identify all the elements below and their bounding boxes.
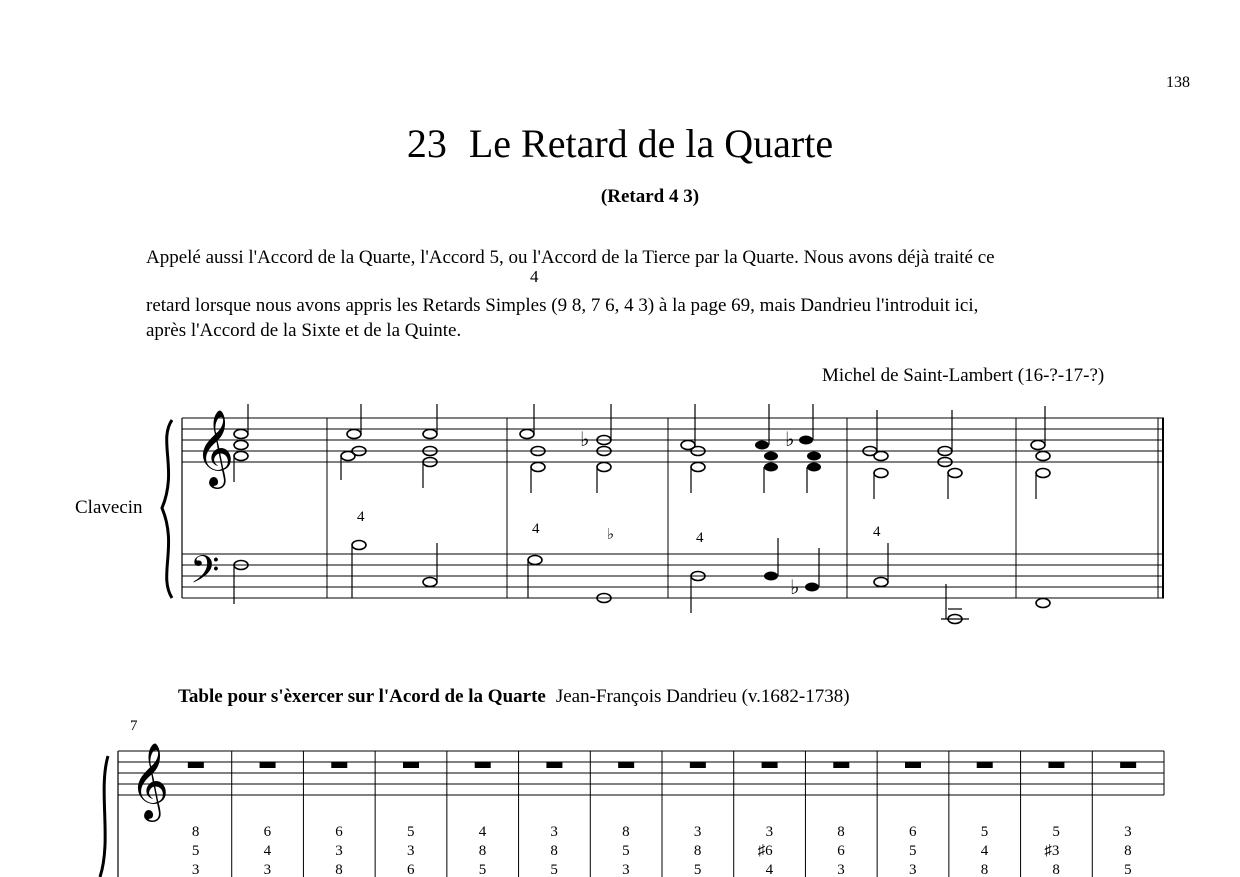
instrument-label: Clavecin [75,497,143,518]
figure-digit: 4 [980,843,989,859]
figure-digit: ♯3 [1044,843,1060,859]
figure-digit: 3 [622,862,630,877]
figure-digit: 4 [765,862,774,877]
whole-rest-icon [618,762,634,768]
whole-rest-icon [403,762,419,768]
svg-text:♭: ♭ [790,575,800,599]
chapter-title-text: Le Retard de la Quarte [468,121,834,166]
figure-digit: 6 [335,824,343,840]
figure-digit: 6 [263,824,272,840]
figure-digit: 4 [263,843,272,859]
figure-digit: 8 [1052,862,1060,877]
figure-digit: 3 [335,843,343,859]
figure-digit: 6 [909,824,917,840]
figure-digit: 3 [191,862,200,877]
figure-digit: 4 [478,824,487,840]
figure-digit: 5 [550,862,558,877]
whole-rest-icon [1120,762,1136,768]
whole-rest-icon [762,762,778,768]
figure-digit: 3 [407,843,415,859]
whole-rest-icon [188,762,204,768]
figure-digit: 8 [1124,843,1132,859]
whole-rest-icon [331,762,347,768]
figure-digit: 8 [550,843,558,859]
figure-digit: 5 [693,862,702,877]
figure-digit: 5 [1124,862,1132,877]
figure-digit: 8 [980,862,989,877]
figure-digit: 3 [263,862,272,877]
figure-digit: 8 [837,824,845,840]
treble-clef-icon: 𝄞 [130,742,170,819]
whole-rest-icon [260,762,276,768]
figure-digit: 3 [765,824,774,840]
whole-rest-icon [833,762,849,768]
figure-digit: 8 [335,862,343,877]
bass-clef-icon: 𝄢 [190,547,220,601]
figure-digit: 5 [191,843,200,859]
figure-digit: 5 [407,824,415,840]
whole-rest-icon [905,762,921,768]
figure-3: 4 [696,530,704,546]
composer-credit: Michel de Saint-Lambert (16-?-17-?) [822,365,1105,386]
figure-digit: 5 [622,843,630,859]
table-composer: Jean-François Dandrieu (v.1682-1738) [555,686,850,707]
figure-digit: 3 [1124,824,1132,840]
figure-digit: ♯6 [757,843,773,859]
whole-rest-icon [1048,762,1064,768]
paragraph-line-1: Appelé aussi l'Accord de la Quarte, l'Accord 5, ou l'Accord de la Tierce par la Quarte. Nous avons déjà traité ce [146,247,995,268]
paragraph-line-3: après l'Accord de la Sixte et de la Quinte. [146,320,462,341]
paragraph-figure-4: 4 [530,267,539,286]
figure-digit: 5 [980,824,989,840]
page-number: 138 [1166,74,1190,91]
chapter-number: 23 [406,121,447,166]
figure-digit: 6 [407,862,415,877]
figure-digit: 8 [191,824,200,840]
figure-digit: 3 [837,862,845,877]
figure-digit: 3 [550,824,558,840]
svg-text:♭: ♭ [580,427,590,451]
figure-digit: 3 [693,824,702,840]
whole-rest-icon [475,762,491,768]
figure-digit: 6 [837,843,845,859]
whole-rest-icon [546,762,562,768]
figure-digit: 3 [909,862,917,877]
table-title: Table pour s'èxercer sur l'Acord de la Quarte [178,686,546,707]
figure-2: ♭ [607,527,615,543]
figure-0: 4 [357,509,365,525]
figure-digit: 8 [478,843,487,859]
figure-4: 4 [873,524,881,540]
chapter-subtitle: (Retard 4 3) [600,186,700,207]
figure-1: 4 [532,521,540,537]
figure-digit: 5 [478,862,487,877]
whole-rest-icon [690,762,706,768]
measure-number: 7 [130,718,138,734]
svg-text:♭: ♭ [785,427,795,451]
figure-digit: 8 [622,824,630,840]
paragraph-line-2: retard lorsque nous avons appris les Retards Simples (9 8, 7 6, 4 3) à la page 69, mais Dandrieu l'introduit ici, [146,295,979,316]
figure-digit: 5 [1052,824,1060,840]
treble-clef-icon: 𝄞 [195,409,235,486]
figure-digit: 5 [909,843,917,859]
whole-rest-icon [977,762,993,768]
figure-digit: 8 [693,843,702,859]
